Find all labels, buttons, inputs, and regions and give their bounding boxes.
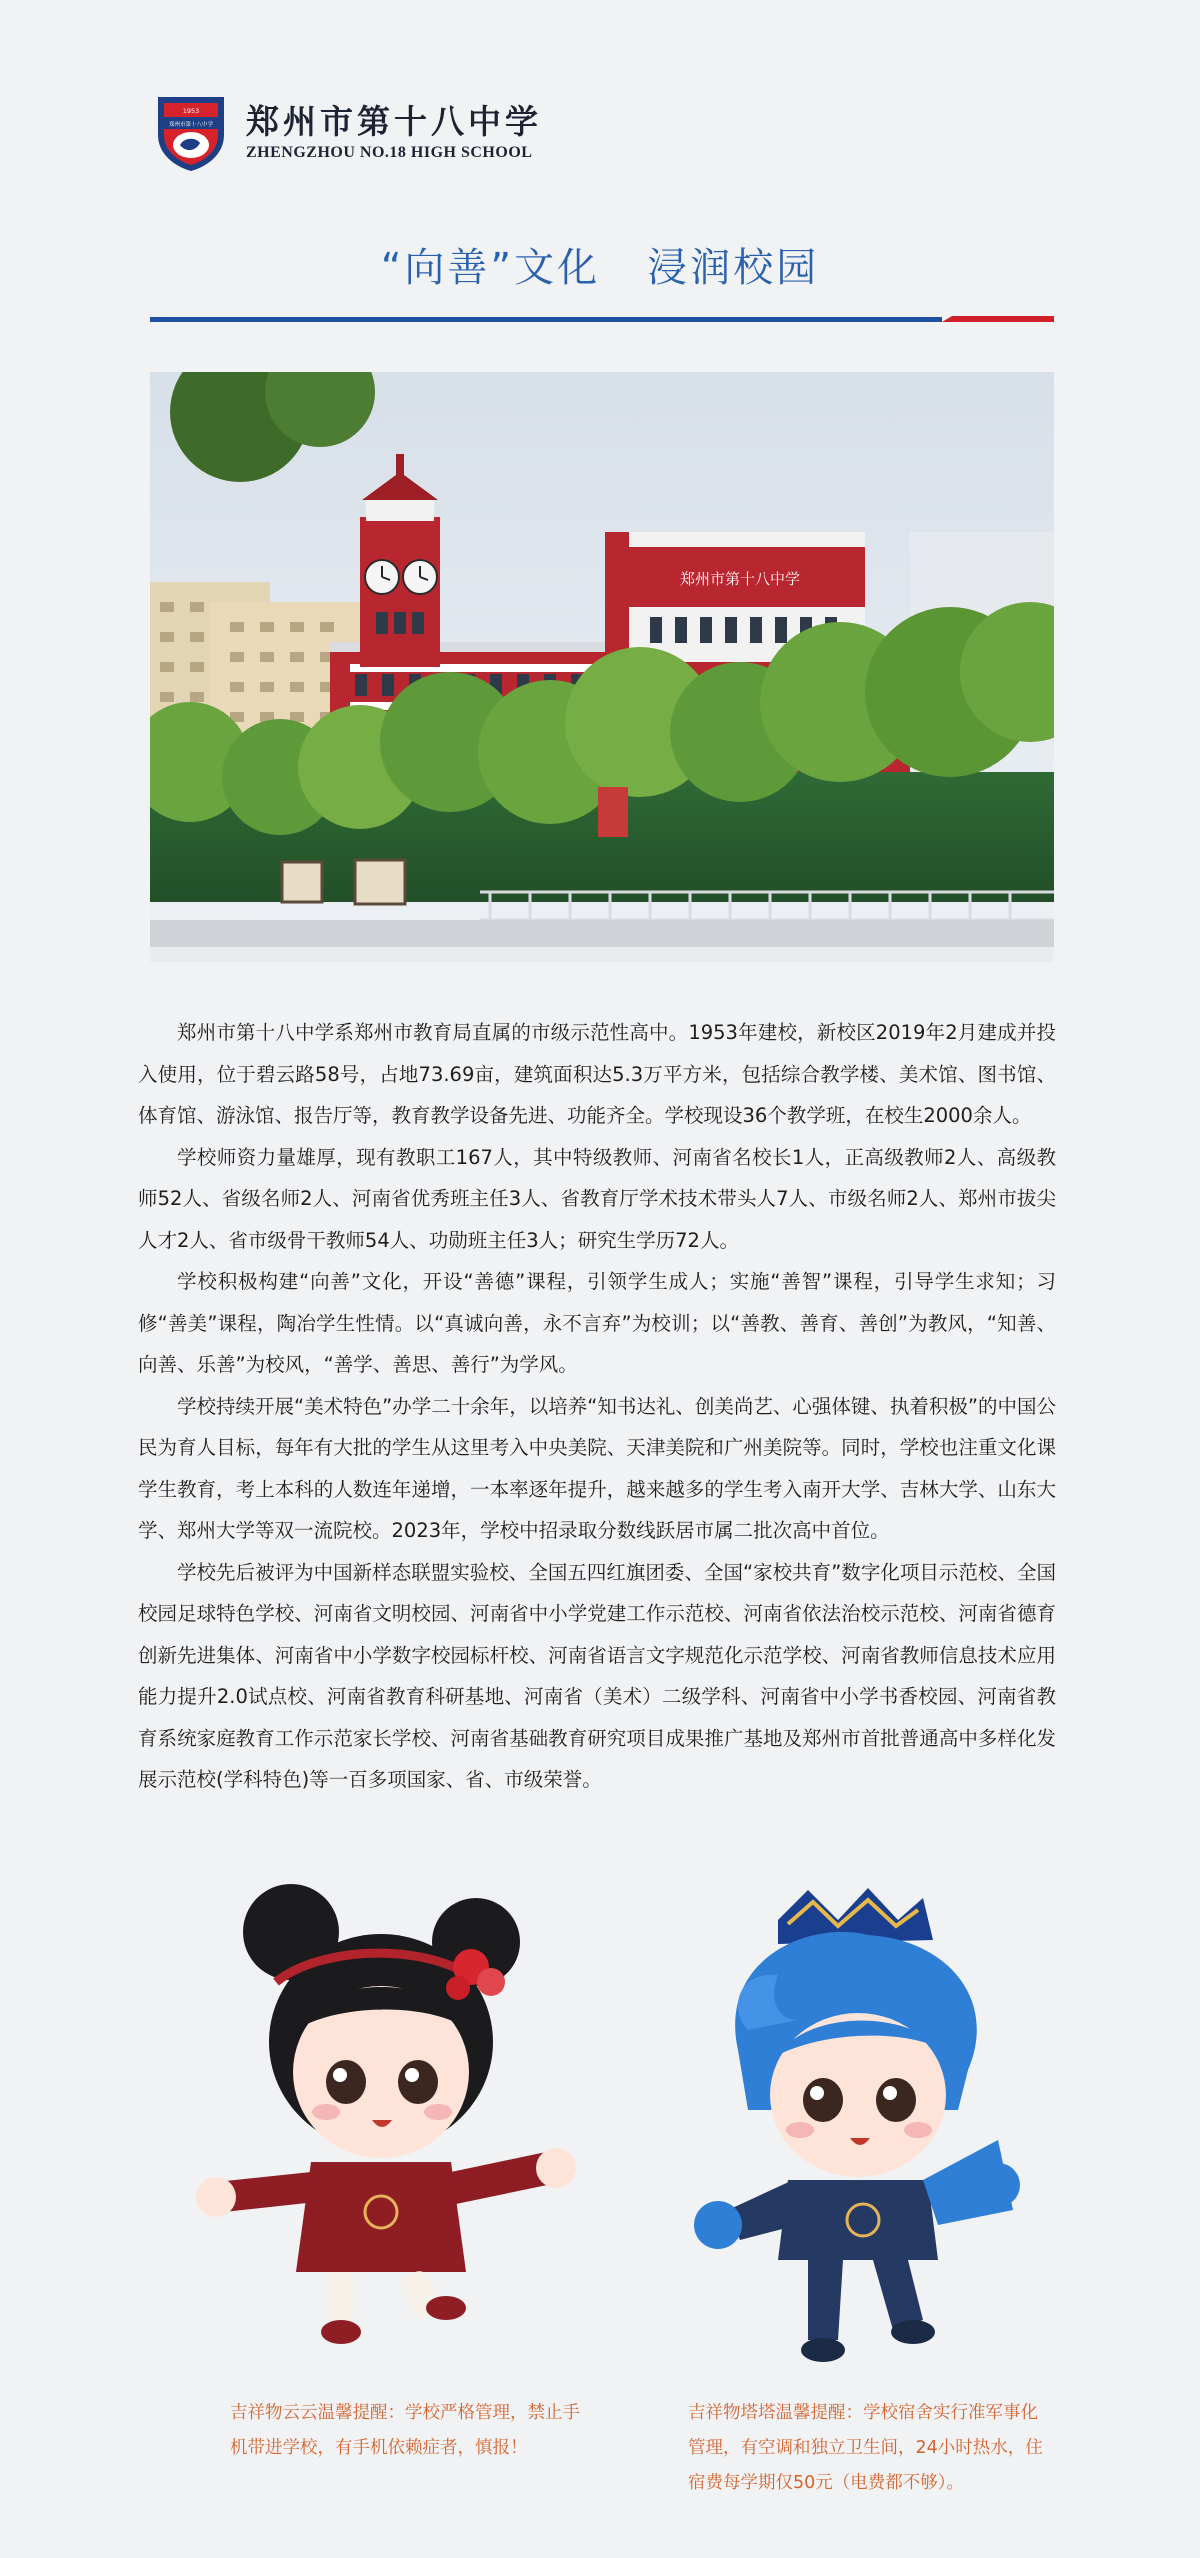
- school-introduction: [138, 1012, 1056, 1801]
- intro-paragraph: 学校先后被评为中国新样态联盟实验校、全国五四红旗团委、全国“家校共育”数字化项目示范校、全国校园足球特色学校、河南省文明校园、河南省中小学党建工作示范校、河南省依法治校示范校、河南省德育创新先进集体、河南省中小学数字校园标杆校、河南省语言文字规范化示范学校、河南省教师信息技术应用能力提升2.0试点校、河南省教育科研基地、河南省（美术）二级学科、河南省中小学书香校园、河南省教育系统家庭教育工作示范家长学校、河南省基础教育研究项目成果推广基地及郑州市首批普通高中多样化发展示范校(学科特色)等一百多项国家、省、市级荣誉。: [138, 1560, 1056, 1791]
- divider-blue-segment: [150, 317, 942, 322]
- school-header: [150, 92, 542, 172]
- svg-text:郑州市第十八中学: 郑州市第十八中学: [679, 570, 801, 588]
- page-title: “向善”文化 浸润校园: [380, 245, 820, 291]
- svg-text:郑州市第十八中学: 郑州市第十八中学: [168, 122, 214, 128]
- mascot-yunyun-caption: 吉祥物云云温馨提醒：学校严格管理，禁止手机带进学校，有手机依赖症者，慎报！: [230, 2403, 580, 2458]
- intro-paragraph: 学校师资力量雄厚，现有教职工167人，其中特级教师、河南省名校长1人，正高级教师2人、高级教师52人、省级名师2人、河南省优秀班主任3人、省教育厅学术技术带头人7人、市级名师2人、郑州市拔尖人才2人、省市级骨干教师54人、功勋班主任3人；研究生学历72人。: [138, 1145, 1056, 1252]
- banner: [598, 787, 628, 837]
- school-brand: [246, 102, 542, 162]
- campus-building-illustration: [150, 372, 1054, 962]
- signboard: [282, 862, 322, 902]
- title-divider: [150, 316, 1054, 324]
- campus-photo: [150, 372, 1054, 962]
- intro-paragraph: 郑州市第十八中学系郑州市教育局直属的市级示范性高中。1953年建校，新校区2019年2月建成并投入使用，位于碧云路58号，占地73.69亩，建筑面积达5.3万平方米，包括综合教学楼、美术馆、图书馆、体育馆、游泳馆、报告厅等，教育教学设备先进、功能齐全。学校现设36个教学班，在校生2000余人。: [138, 1021, 1056, 1127]
- school-emblem-icon: [150, 91, 232, 173]
- school-name-en: ZHENGZHOU NO.18 HIGH SCHOOL: [246, 144, 533, 161]
- signboard: [355, 860, 405, 904]
- intro-paragraph: 学校积极构建“向善”文化，开设“善德”课程，引领学生成人；实施“善智”课程，引导学生求知；习修“善美”课程，陶冶学生性情。以“真诚向善，永不言弃”为校训；以“善教、善育、善创”为教风，“知善、向善、乐善”为校风，“善学、善思、善行”为学风。: [138, 1270, 1056, 1376]
- school-name-cn: 郑州市第十八中学: [246, 102, 542, 141]
- divider-red-segment: [942, 316, 1054, 322]
- mascot-yunyun-illustration: [196, 1872, 576, 2362]
- mascot-tata-illustration: [668, 1880, 1058, 2380]
- svg-text:1953: 1953: [182, 107, 200, 115]
- intro-paragraph: 学校持续开展“美术特色”办学二十余年，以培养“知书达礼、创美尚艺、心强体键、执着积极”的中国公民为育人目标，每年有大批的学生从这里考入中央美院、天津美院和广州美院等。同时，学校也注重文化课学生教育，考上本科的人数连年递增，一本率逐年提升，越来越多的学生考入南开大学、吉林大学、山东大学、郑州大学等双一流院校。2023年，学校中招录取分数线跃居市属二批次高中首位。: [138, 1394, 1056, 1542]
- mascot-tata-caption: 吉祥物塔塔温馨提醒：学校宿舍实行准军事化管理，有空调和独立卫生间，24小时热水，住宿费每学期仅50元（电费都不够）。: [688, 2403, 1043, 2493]
